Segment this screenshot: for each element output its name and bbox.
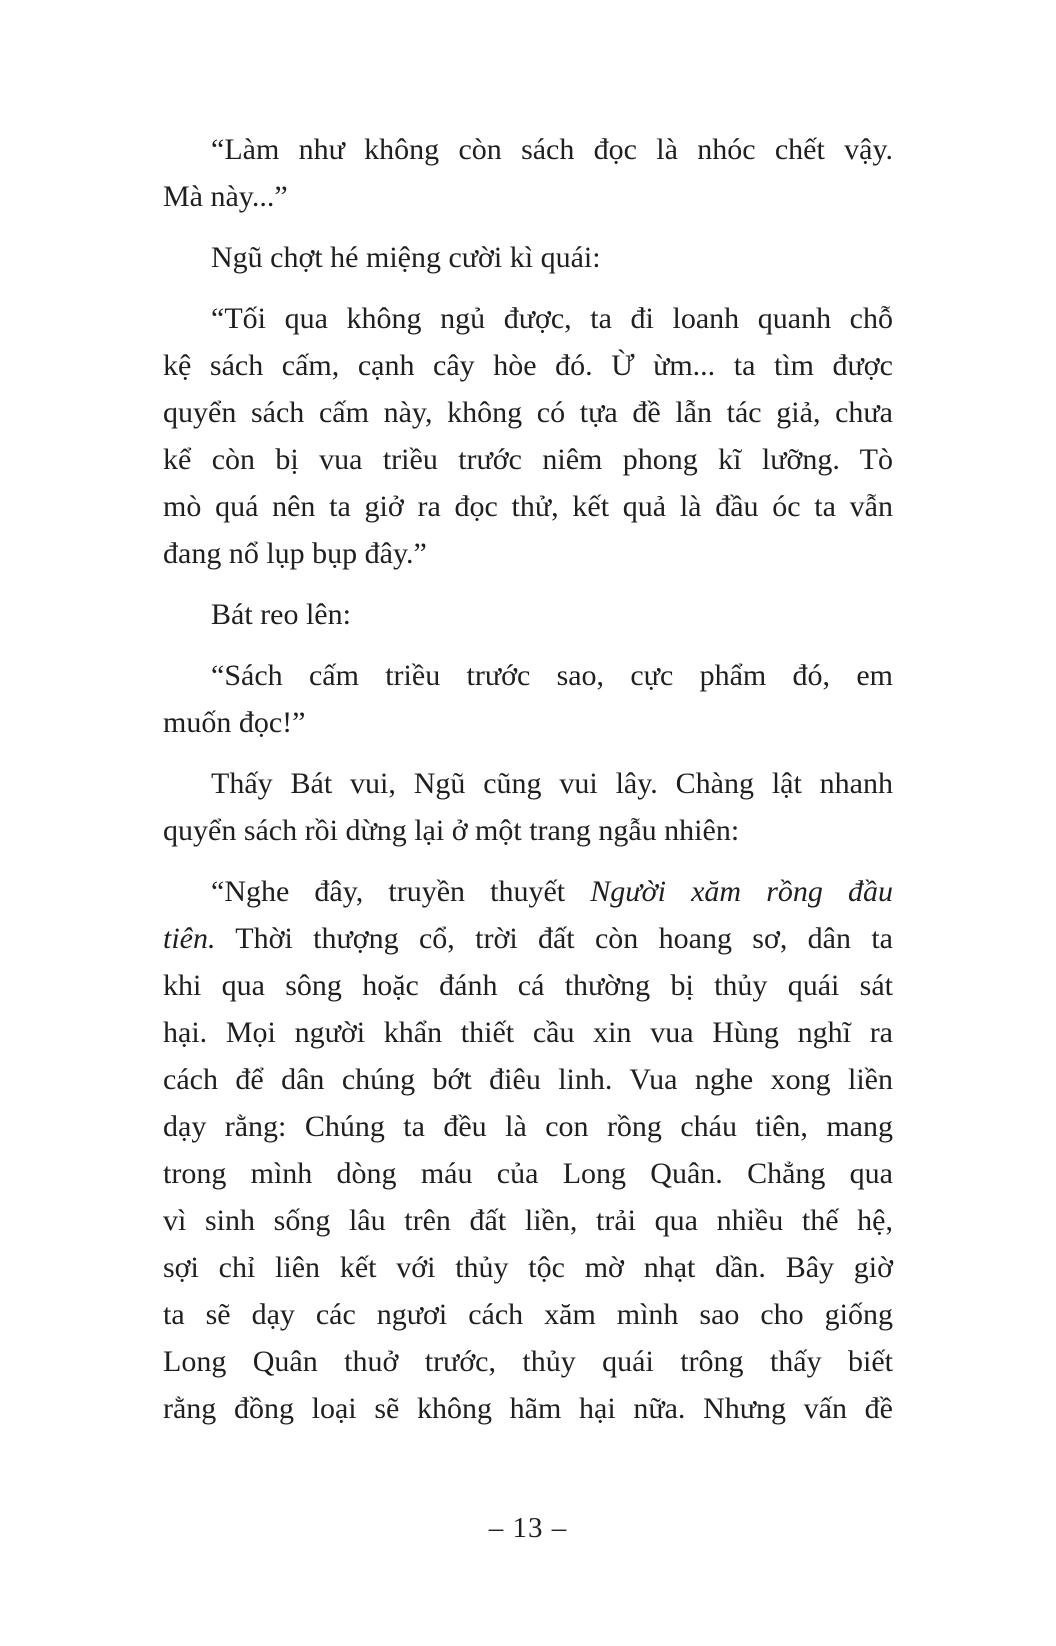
text-line: vì sinh sống lâu trên đất liền, trải qua nhiều thế hệ, [163,1204,893,1237]
text-line: cách để dân chúng bớt điêu linh. Vua nghe xong liền [163,1063,893,1096]
text-line [163,915,893,962]
text-line: kể còn bị vua triều trước niêm phong kĩ lưỡng. Tò [163,443,893,476]
text-line: ta sẽ dạy các ngươi cách xăm mình sao cho giống [163,1298,893,1331]
text-line: “Sách cấm triều trước sao, cực phẩm đó, em [211,659,893,692]
paragraph [163,652,893,746]
paragraph [163,295,893,577]
paragraph [163,234,893,281]
paragraph [163,760,893,854]
text-segment: Thời thượng cổ, trời đất còn hoang sơ, dân ta [215,922,893,955]
text-line: dạy rằng: Chúng ta đều là con rồng cháu tiên, mang [163,1110,893,1143]
text-line: hại. Mọi người khẩn thiết cầu xin vua Hùng nghĩ ra [163,1016,893,1049]
page-content [163,126,893,1446]
text-line: kệ sách cấm, cạnh cây hòe đó. Ừ ừm... ta tìm được [163,349,893,382]
text-line: “Tối qua không ngủ được, ta đi loanh quanh chỗ [211,302,893,335]
paragraph [163,868,893,1432]
page-number: – 13 – [488,1512,568,1544]
text-line: Mà này...” [163,180,288,213]
text-line: quyển sách cấm này, không có tựa đề lẫn tác giả, chưa [163,396,893,429]
text-line: khi qua sông hoặc đánh cá thường bị thủy quái sát [163,969,893,1002]
text-segment: “Nghe đây, truyền thuyết [211,875,591,908]
text-line: Ngũ chợt hé miệng cười kì quái: [211,241,601,274]
text-line: đang nổ lụp bụp đây.” [163,537,427,570]
text-line: Thấy Bát vui, Ngũ cũng vui lây. Chàng lật nhanh [211,767,893,800]
text-line: rằng đồng loại sẽ không hãm hại nữa. Nhưng vấn đề [163,1392,893,1425]
text-line: mò quá nên ta giở ra đọc thử, kết quả là đầu óc ta vẫn [163,490,893,523]
italic-book-title: Người xăm rồng đầu [590,875,893,908]
text-line: Bát reo lên: [211,598,351,631]
text-line [163,868,893,915]
text-line: muốn đọc!” [163,706,306,739]
text-line: “Làm như không còn sách đọc là nhóc chết vậy. [211,133,893,166]
text-line: Long Quân thuở trước, thủy quái trông thấy biết [163,1345,893,1378]
text-line: trong mình dòng máu của Long Quân. Chẳng qua [163,1157,893,1190]
text-line: sợi chỉ liên kết với thủy tộc mờ nhạt dần. Bây giờ [163,1251,893,1284]
paragraph [163,591,893,638]
italic-book-title: tiên. [163,922,216,955]
paragraph [163,126,893,220]
text-line: quyển sách rồi dừng lại ở một trang ngẫu nhiên: [163,814,740,847]
